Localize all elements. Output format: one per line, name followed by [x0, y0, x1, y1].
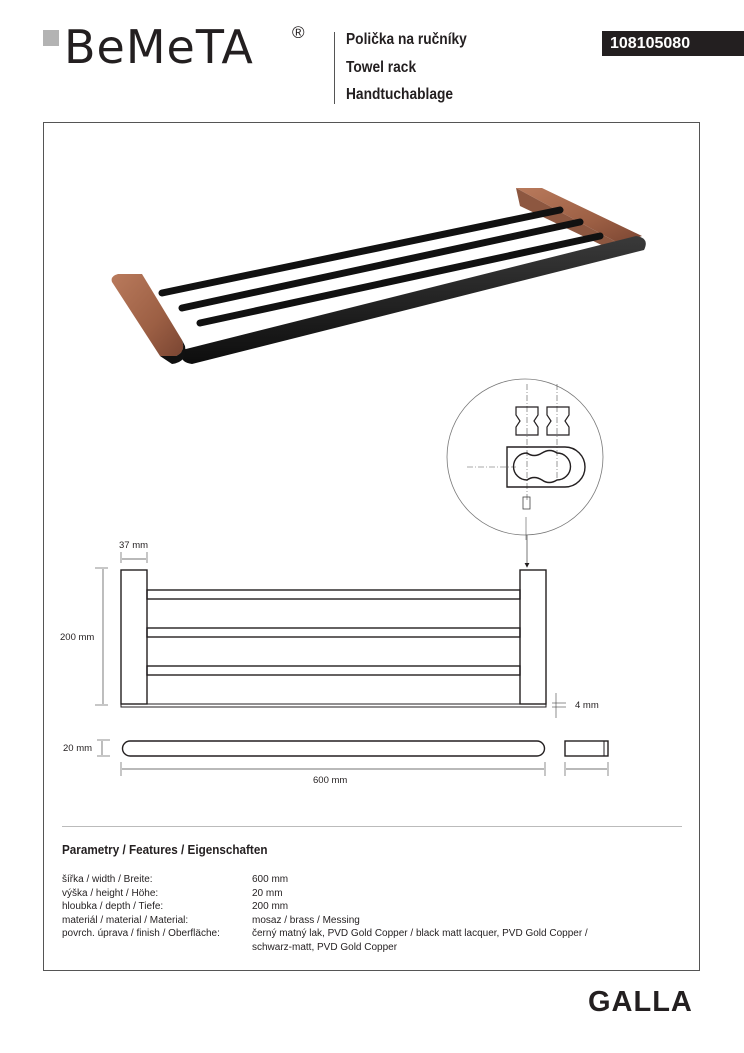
- section-divider: [62, 826, 682, 827]
- series-name: GALLA: [588, 986, 693, 1018]
- dim-depth: 200 mm: [60, 632, 95, 643]
- feature-row: [62, 927, 612, 954]
- feature-label: hloubka / depth / Tiefe:: [62, 901, 164, 913]
- feature-label: povrch. úprava / finish / Oberfläche:: [62, 928, 220, 940]
- title-de: Handtuchablage: [346, 86, 454, 103]
- product-render: [112, 188, 646, 364]
- front-elevation: [60, 540, 599, 718]
- side-view: [63, 740, 608, 786]
- dim-width: 600 mm: [313, 775, 348, 786]
- feature-value: 200 mm: [252, 901, 289, 913]
- features-table: [62, 873, 612, 955]
- feature-label: materiál / material / Material:: [62, 914, 189, 926]
- dim-bracket-width: 37 mm: [119, 540, 149, 551]
- feature-row: [62, 914, 612, 928]
- registered-mark: ®: [292, 23, 305, 42]
- bar-2: [182, 222, 580, 308]
- features-title: Parametry / Features / Eigenschaften: [62, 842, 268, 857]
- feature-value: mosaz / brass / Messing: [252, 914, 360, 926]
- feature-row: [62, 887, 612, 901]
- feature-value: 20 mm: [252, 887, 283, 899]
- feature-label: šířka / width / Breite:: [62, 874, 153, 885]
- feature-value: černý matný lak, PVD Gold Copper / black matt lacquer, PVD Gold Copper / schwarz-matt, PVD Gold Copper: [252, 928, 588, 953]
- feature-row: [62, 873, 612, 887]
- left-bracket: [112, 274, 184, 356]
- mounting-detail: [447, 379, 603, 567]
- product-code-badge: 108105080: [602, 31, 744, 56]
- dim-height: 20 mm: [63, 743, 93, 754]
- title-en: Towel rack: [346, 58, 417, 76]
- feature-row: [62, 900, 612, 914]
- dim-base-thickness: 4 mm: [575, 700, 599, 711]
- feature-label: výška / height / Höhe:: [62, 887, 159, 899]
- brand-logo: BeMeTA: [64, 20, 254, 74]
- feature-value: 600 mm: [252, 874, 289, 885]
- title-cs: Polička na ručníky: [346, 31, 467, 48]
